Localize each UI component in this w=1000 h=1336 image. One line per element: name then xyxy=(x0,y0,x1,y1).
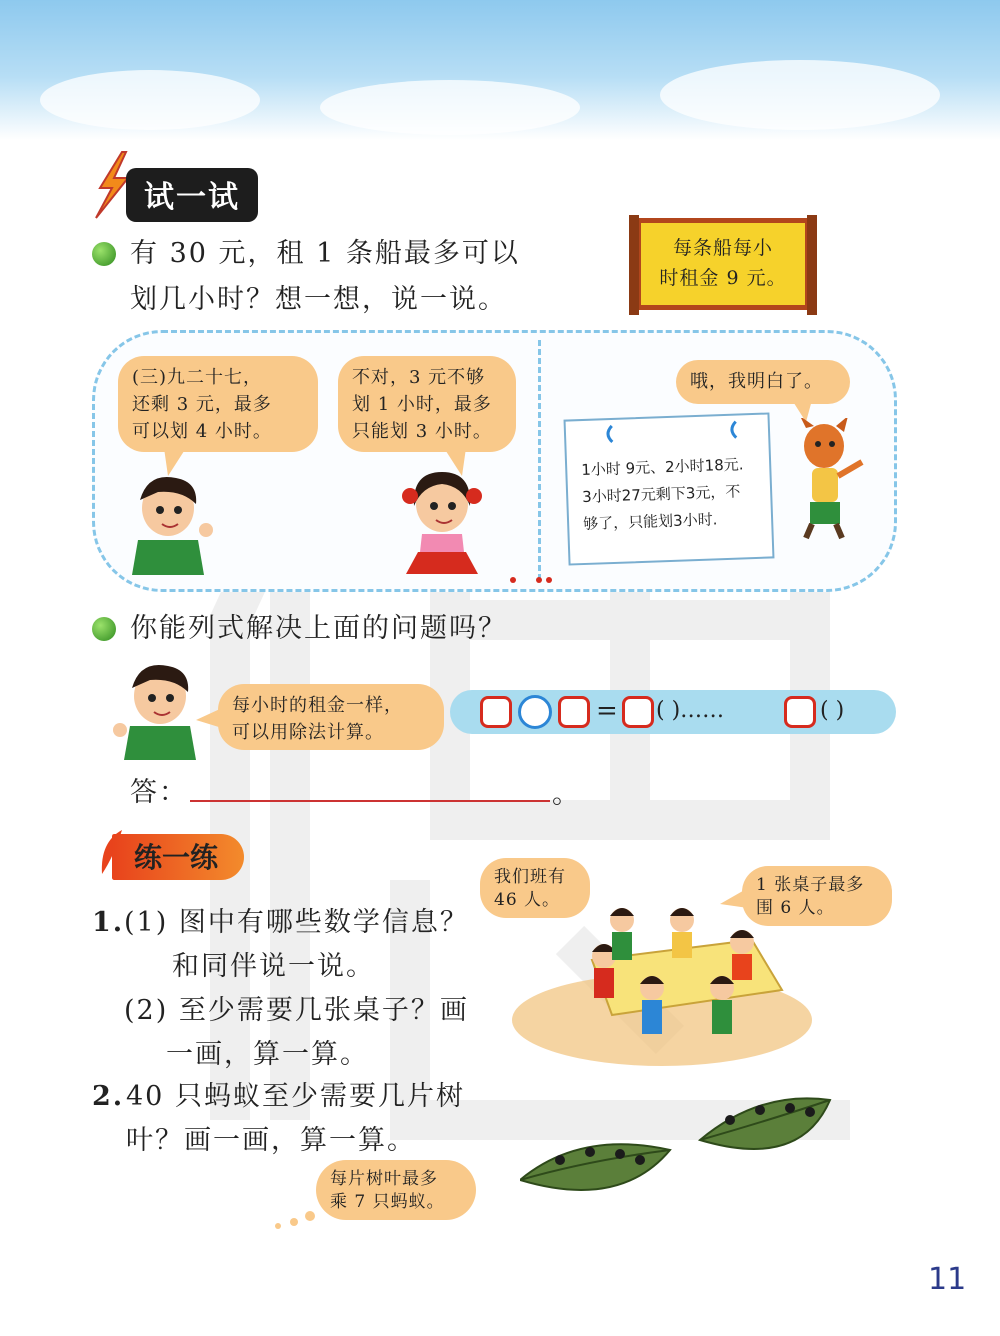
problem-2-line2: 叶？画一画，算一算。 xyxy=(126,1125,416,1156)
pin-icon xyxy=(726,419,747,440)
problem-2-line1: 40 只蚂蚁至少需要几片树 xyxy=(126,1081,465,1112)
problem-1a-line1: (1) 图中有哪些数学信息？ xyxy=(124,907,469,938)
answer-end: 。 xyxy=(552,779,581,810)
problem-2-number: 2. xyxy=(92,1081,125,1112)
speech-bubble-mascot xyxy=(676,360,850,404)
bubble-table-line1: 1 张桌子最多 xyxy=(756,875,865,895)
bullet-icon xyxy=(92,242,116,266)
unit-paren-2: ( ) xyxy=(820,698,845,723)
bubble-hint-line1: 每小时的租金一样， xyxy=(232,695,403,716)
pin-icon xyxy=(602,424,623,445)
bubble-girl-line2: 划 1 小时，最多 xyxy=(352,394,492,415)
speech-bubble-leaf-capacity xyxy=(316,1160,476,1220)
problem-1a-line2: 和同伴说一说。 xyxy=(172,951,375,982)
answer-box[interactable] xyxy=(784,696,816,728)
unit-paren-1: ( )…… xyxy=(656,698,725,723)
bubble-table-line2: 围 6 人。 xyxy=(756,898,835,918)
question-1-line1: 有 30 元，租 1 条船最多可以 xyxy=(130,238,520,269)
speech-bubble-hint xyxy=(218,684,444,750)
answer-box[interactable] xyxy=(558,696,590,728)
answer-box[interactable] xyxy=(622,696,654,728)
bubble-boy-line2: 还剩 3 元，最多 xyxy=(132,394,272,415)
problem-1-number: 1. xyxy=(92,907,125,938)
note-line-3: 够了，只能划3小时. xyxy=(582,510,718,534)
practice-section-tag xyxy=(96,826,244,880)
classroom-table-scene xyxy=(512,890,812,1070)
sky-header xyxy=(0,0,1000,140)
thought-dots xyxy=(268,1210,318,1230)
operator-circle[interactable] xyxy=(518,695,552,729)
boy-character-icon xyxy=(112,660,208,760)
note-line-2: 3小时27元剩下3元，不 xyxy=(581,482,741,507)
bubble-leaf-line1: 每片树叶最多 xyxy=(330,1169,438,1189)
bubble-boy-line1: (三)九二十七， xyxy=(132,367,263,388)
note-line-1: 1小时 9元、2小时18元. xyxy=(580,455,744,480)
dialog-divider xyxy=(538,340,541,580)
bubble-hint-line2: 可以用除法计算。 xyxy=(232,722,384,743)
bubble-class-line2: 46 人。 xyxy=(494,890,561,910)
try-section-tag xyxy=(92,148,258,222)
question-2: 你能列式解决上面的问题吗？ xyxy=(130,613,507,644)
notice-line-1: 每条船每小 xyxy=(672,237,773,259)
bubble-girl-line1: 不对，3 元不够 xyxy=(352,367,486,388)
bubble-boy-line3: 可以划 4 小时。 xyxy=(132,421,272,442)
boy-character-icon xyxy=(118,470,218,575)
notice-line-2: 时租金 9 元。 xyxy=(659,267,787,289)
bubble-tail xyxy=(196,708,222,728)
equals-sign: = xyxy=(596,696,618,726)
page-number: 11 xyxy=(928,1262,967,1297)
fox-mascot-icon xyxy=(786,418,866,540)
problem-1b-line2: 一画，算一算。 xyxy=(166,1039,369,1070)
dots-decoration xyxy=(505,572,565,588)
bubble-class-line1: 我们班有 xyxy=(494,867,566,887)
speech-bubble-boy xyxy=(118,356,318,452)
rent-notice-board xyxy=(636,218,810,310)
bubble-mascot-text: 哦，我明白了。 xyxy=(690,371,823,392)
girl-character-icon xyxy=(392,466,492,578)
formula-bar xyxy=(450,690,896,734)
speech-bubble-girl xyxy=(338,356,516,452)
bullet-icon xyxy=(92,617,116,641)
answer-line[interactable] xyxy=(190,800,550,802)
answer-box[interactable] xyxy=(480,696,512,728)
practice-section-title: 练一练 xyxy=(112,834,244,880)
answer-label: 答： xyxy=(130,777,188,808)
question-1-line2: 划几小时？想一想，说一说。 xyxy=(130,284,507,315)
bubble-leaf-line2: 乘 7 只蚂蚁。 xyxy=(330,1192,445,1212)
calculation-note-card xyxy=(564,412,775,565)
try-section-title: 试一试 xyxy=(126,168,258,222)
bubble-girl-line3: 只能划 3 小时。 xyxy=(352,421,492,442)
problem-1b-line1: (2) 至少需要几张桌子？画 xyxy=(124,995,469,1026)
ants-on-leaves-scene xyxy=(520,1090,840,1210)
